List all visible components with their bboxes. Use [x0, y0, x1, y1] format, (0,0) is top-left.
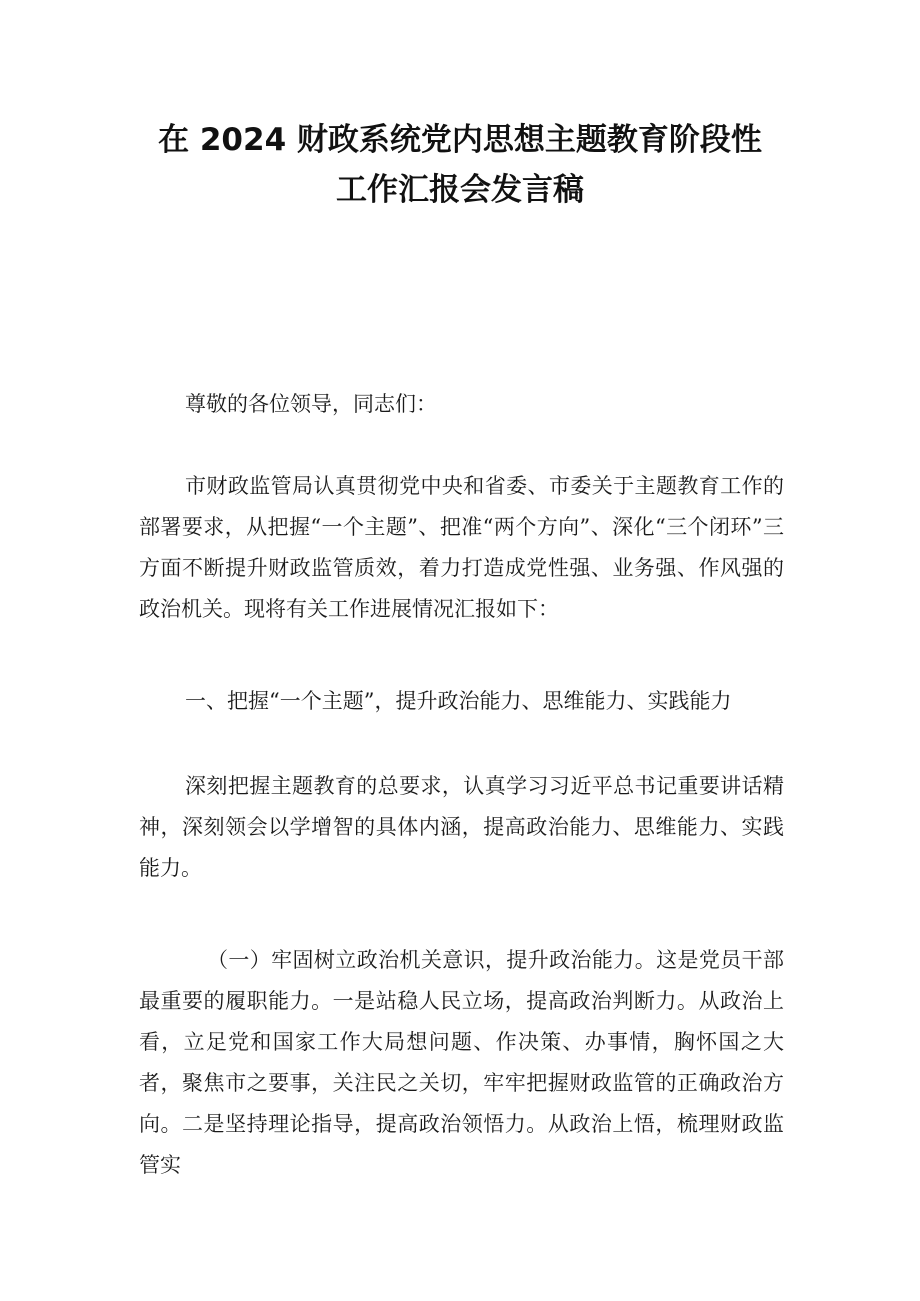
- section-1-paragraph: 深刻把握主题教育的总要求，认真学习习近平总书记重要讲话精神，深刻领会以学增智的具体内涵，提高政治能力、思维能力、实践能力。: [139, 774, 784, 880]
- intro-paragraph: 市财政监管局认真贯彻党中央和省委、市委关于主题教育工作的部署要求，从把握“一个主题”、把准“两个方向”、深化“三个闭环”三方面不断提升财政监管质效，着力打造成党性强、业务强、作风强的政治机关。现将有关工作进展情况汇报如下：: [139, 474, 784, 621]
- document-title-line-2: 工作汇报会发言稿: [336, 172, 584, 208]
- document-title-line-1: 在 2024 财政系统党内思想主题教育阶段性: [158, 122, 762, 158]
- subsection-1-paragraph: （一）牢固树立政治机关意识，提升政治能力。这是党员干部最重要的履职能力。一是站稳人民立场，提高政治判断力。从政治上看，立足党和国家工作大局想问题、作决策、办事情，胸怀国之大者，聚焦市之要事，关注民之关切，牢牢把握财政监管的正确政治方向。二是坚持理论指导，提高政治领悟力。从政治上悟，梳理财政监管实: [139, 948, 784, 1177]
- greeting-paragraph: 尊敬的各位领导，同志们：: [185, 392, 437, 416]
- section-1-heading: 一、把握“一个主题”，提升政治能力、思维能力、实践能力: [185, 689, 732, 713]
